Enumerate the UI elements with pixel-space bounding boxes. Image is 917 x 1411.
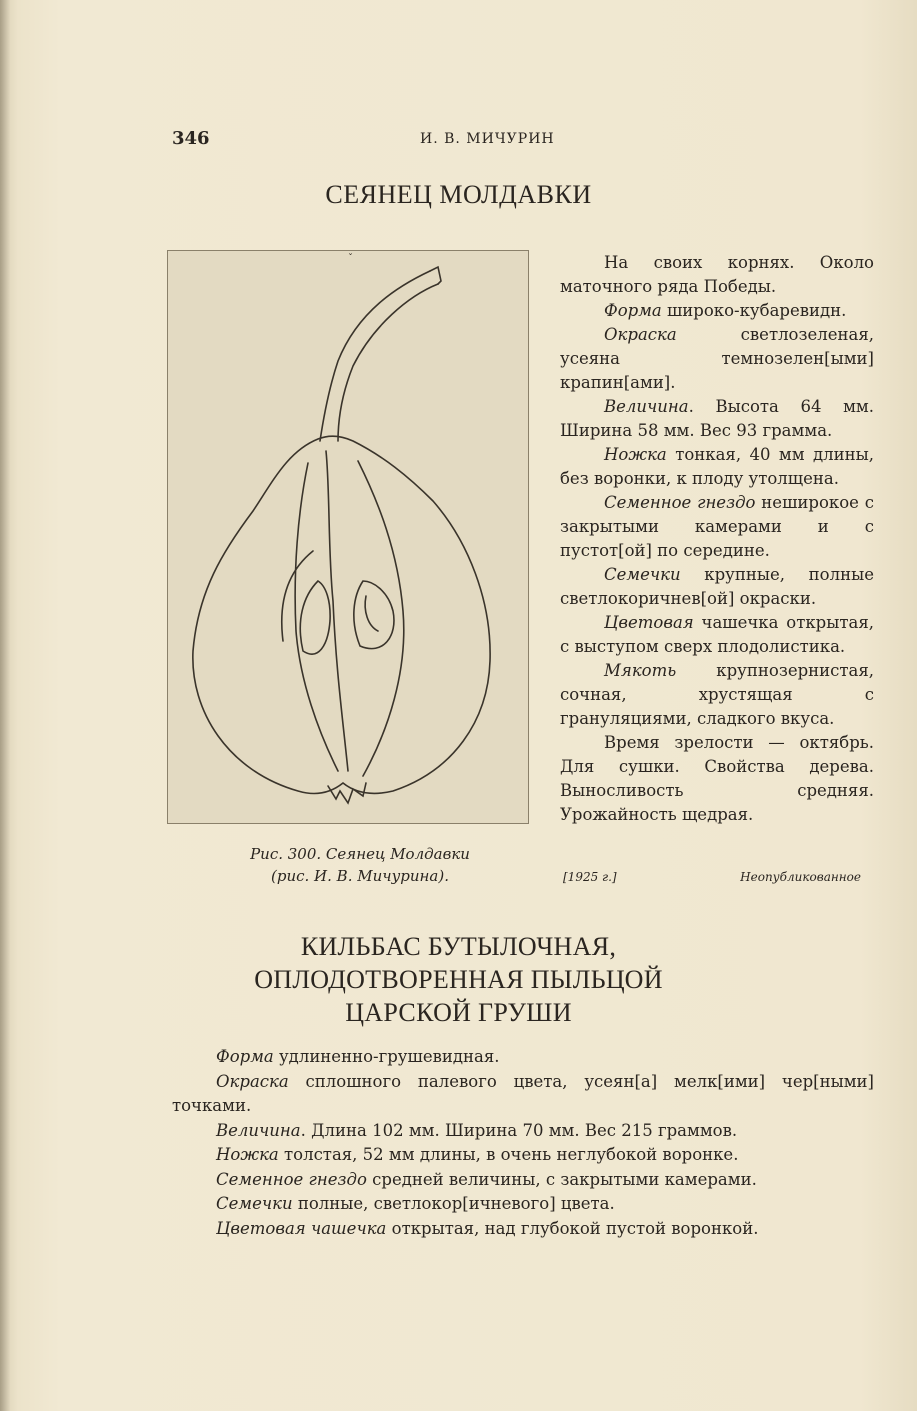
section2-title-line-2: ОПЛОДОТВОРЕННАЯ ПЫЛЬЦОЙ bbox=[254, 965, 663, 994]
stem-tip bbox=[430, 267, 441, 284]
section2-title bbox=[0, 930, 917, 1029]
paragraph-text: чашечка открытая, с выступом сверх плодолистика. bbox=[560, 613, 874, 656]
paragraph-label: Ножка bbox=[604, 445, 667, 464]
paragraph bbox=[172, 1119, 874, 1144]
paragraph-label: Ножка bbox=[216, 1145, 279, 1164]
paragraph bbox=[560, 563, 874, 611]
section2-title-line-3: ЦАРСКОЙ ГРУШИ bbox=[345, 998, 572, 1027]
pear-drawing bbox=[168, 251, 528, 823]
paragraph-label: Цветовая bbox=[604, 613, 694, 632]
paragraph-text: удлиненно-грушевидная. bbox=[273, 1047, 500, 1066]
paragraph-text: крупные, полные светлокоричнев[ой] окраски. bbox=[560, 565, 874, 608]
section2-title-line-1: КИЛЬБАС БУТЫЛОЧНАЯ, bbox=[300, 932, 617, 961]
section1-title: СЕЯНЕЦ МОЛДАВКИ bbox=[325, 180, 592, 209]
paragraph-text: открытая, над глубокой пустой воронкой. bbox=[386, 1218, 759, 1238]
page-header bbox=[0, 128, 917, 152]
paragraph-label: Окраска bbox=[216, 1071, 289, 1091]
seed-right-inner bbox=[365, 596, 378, 631]
paragraph-text: полные, светлокор[ичневого] цвета. bbox=[292, 1194, 615, 1213]
date: [1925 г.] bbox=[563, 870, 617, 884]
stem-outline-right bbox=[338, 284, 438, 441]
paragraph bbox=[172, 1168, 874, 1193]
paragraph bbox=[560, 323, 874, 395]
dateline bbox=[563, 870, 861, 884]
paragraph-text: На своих корнях. Около маточного ряда Победы. bbox=[560, 253, 874, 296]
paragraph-text: тонкая, 40 мм длины, без воронки, к плоду утолщена. bbox=[560, 445, 874, 488]
caption-line-1: Рис. 300. Сеянец Молдавки bbox=[250, 845, 470, 863]
paragraph-text: крупнозернистая, сочная, хрустящая с грануляциями, сладкого вкуса. bbox=[560, 661, 874, 728]
paragraph-label: Семенное гнездо bbox=[216, 1169, 367, 1189]
paragraph bbox=[560, 443, 874, 491]
paragraph-label: Мякоть bbox=[604, 661, 677, 680]
paragraph bbox=[560, 299, 874, 323]
paragraph bbox=[172, 1143, 874, 1168]
paragraph-label: Форма bbox=[604, 301, 662, 320]
seed-left bbox=[300, 581, 330, 654]
paragraph-label: Форма bbox=[216, 1047, 274, 1066]
paragraph bbox=[560, 611, 874, 659]
paragraph-label: Семечки bbox=[216, 1194, 293, 1213]
seed-right bbox=[354, 581, 394, 649]
paragraph bbox=[172, 1070, 874, 1119]
figure-mark: ˇ bbox=[348, 253, 353, 264]
paragraph bbox=[560, 491, 874, 563]
paragraph-text: Время зрелости — октябрь. Для сушки. Свойства дерева. Выносливость средняя. Урожайность щедрая. bbox=[560, 733, 874, 824]
paragraph bbox=[172, 1217, 874, 1242]
paragraph-text: средней величины, с закрытыми камерами. bbox=[366, 1169, 757, 1189]
paragraph-label: Величина bbox=[604, 397, 689, 416]
paragraph-text: . Длина 102 мм. Ширина 70 мм. Вес 215 граммов. bbox=[300, 1120, 738, 1140]
paragraph-text: светлозеленая, усеяна темнозелен[ыми] крапин[ами]. bbox=[560, 325, 874, 392]
paragraph bbox=[560, 659, 874, 731]
paragraph bbox=[172, 1045, 874, 1070]
paragraph bbox=[560, 731, 874, 827]
paragraph bbox=[560, 251, 874, 299]
figure-caption bbox=[170, 843, 550, 887]
paragraph bbox=[172, 1192, 874, 1217]
paragraph-label: Семечки bbox=[604, 565, 681, 584]
running-head: И. В. МИЧУРИН bbox=[420, 131, 555, 147]
paragraph-text: . Высота 64 мм. Ширина 58 мм. Вес 93 грамма. bbox=[560, 397, 874, 440]
paragraph-label: Цветовая чашечка bbox=[216, 1218, 387, 1238]
paragraph-label: Величина bbox=[216, 1120, 301, 1140]
section2-body bbox=[172, 1045, 874, 1241]
caption-line-2: (рис. И. В. Мичурина). bbox=[271, 867, 449, 885]
paragraph-text: неширокое с закрытыми камерами и с пустот[ой] по середине. bbox=[560, 493, 874, 560]
paragraph-text: сплошного палевого цвета, усеян[а] мелк[ими] чер[ными] точками. bbox=[172, 1071, 874, 1115]
pear-illustration bbox=[167, 250, 529, 824]
page-number: 346 bbox=[172, 128, 210, 149]
paragraph-text: толстая, 52 мм длины, в очень неглубокой воронке. bbox=[278, 1145, 739, 1164]
paragraph-text: широко-кубаревидн. bbox=[661, 301, 847, 320]
paragraph-label: Семенное гнездо bbox=[604, 493, 756, 512]
section1-text-column bbox=[560, 251, 874, 827]
page-edge bbox=[0, 0, 10, 1411]
paragraph-label: Окраска bbox=[604, 325, 677, 344]
paragraph bbox=[560, 395, 874, 443]
fruit-outline bbox=[193, 436, 490, 793]
publication-status: Неопубликованное bbox=[740, 870, 861, 884]
core-line-right bbox=[358, 461, 404, 776]
core-arc-left bbox=[282, 551, 313, 641]
